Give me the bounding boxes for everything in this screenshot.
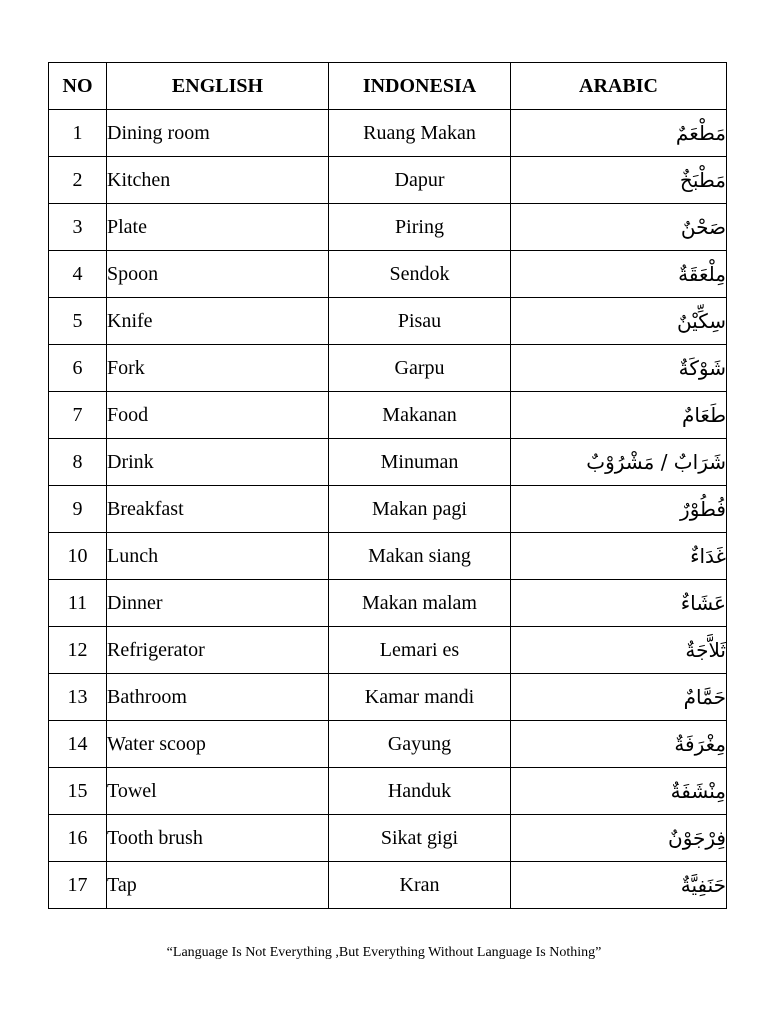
cell-no: 9 [49,486,107,533]
table-row [49,204,727,251]
cell-english: Drink [107,439,329,486]
cell-english: Lunch [107,533,329,580]
cell-no: 1 [49,110,107,157]
cell-no: 16 [49,815,107,862]
cell-english: Breakfast [107,486,329,533]
header-arabic: ARABIC [511,63,727,110]
cell-arabic: طَعَامٌ [511,392,727,439]
cell-indonesia: Ruang Makan [329,110,511,157]
cell-no: 10 [49,533,107,580]
cell-indonesia: Handuk [329,768,511,815]
table-row [49,721,727,768]
cell-english: Fork [107,345,329,392]
cell-english: Towel [107,768,329,815]
cell-indonesia: Kamar mandi [329,674,511,721]
cell-arabic: مَطْعَمٌ [511,110,727,157]
table-row [49,345,727,392]
cell-arabic: حَنَفِيَّةٌ [511,862,727,909]
cell-indonesia: Makan malam [329,580,511,627]
cell-indonesia: Makan pagi [329,486,511,533]
table-body [49,110,727,909]
table-row [49,110,727,157]
cell-arabic: حَمَّامٌ [511,674,727,721]
cell-arabic: ثَلاَّجَةٌ [511,627,727,674]
cell-arabic: مِنْشَفَةٌ [511,768,727,815]
cell-indonesia: Gayung [329,721,511,768]
cell-indonesia: Sendok [329,251,511,298]
cell-no: 11 [49,580,107,627]
cell-arabic: شَوْكَةٌ [511,345,727,392]
table-row [49,298,727,345]
table-row [49,486,727,533]
table-row [49,815,727,862]
cell-no: 7 [49,392,107,439]
cell-english: Food [107,392,329,439]
cell-indonesia: Sikat gigi [329,815,511,862]
table-header-row [49,63,727,110]
footer-quote: “Language Is Not Everything ,But Everything Without Language Is Nothing” [166,945,602,960]
cell-english: Refrigerator [107,627,329,674]
cell-indonesia: Lemari es [329,627,511,674]
cell-no: 6 [49,345,107,392]
cell-english: Dinner [107,580,329,627]
cell-indonesia: Kran [329,862,511,909]
table-row [49,768,727,815]
cell-indonesia: Minuman [329,439,511,486]
cell-arabic: مِلْعَقَةٌ [511,251,727,298]
table-row [49,627,727,674]
cell-no: 17 [49,862,107,909]
table-row [49,392,727,439]
cell-english: Tap [107,862,329,909]
vocabulary-table [48,62,727,909]
cell-no: 5 [49,298,107,345]
cell-no: 4 [49,251,107,298]
cell-indonesia: Makan siang [329,533,511,580]
cell-no: 8 [49,439,107,486]
header-indonesia: INDONESIA [329,63,511,110]
cell-no: 2 [49,157,107,204]
cell-arabic: فِرْجَوْنٌ [511,815,727,862]
cell-indonesia: Garpu [329,345,511,392]
cell-no: 12 [49,627,107,674]
cell-no: 15 [49,768,107,815]
cell-english: Kitchen [107,157,329,204]
cell-indonesia: Makanan [329,392,511,439]
table-row [49,251,727,298]
cell-arabic: غَدَاءٌ [511,533,727,580]
cell-no: 14 [49,721,107,768]
header-english: ENGLISH [107,63,329,110]
cell-no: 13 [49,674,107,721]
cell-indonesia: Dapur [329,157,511,204]
cell-arabic: عَشَاءٌ [511,580,727,627]
cell-arabic: مِغْرَفَةٌ [511,721,727,768]
cell-arabic: شَرَابٌ / مَشْرُوْبٌ [511,439,727,486]
cell-english: Plate [107,204,329,251]
cell-english: Knife [107,298,329,345]
cell-no: 3 [49,204,107,251]
table-row [49,862,727,909]
table-row [49,157,727,204]
cell-arabic: صَحْنٌ [511,204,727,251]
cell-arabic: مَطْبَخٌ [511,157,727,204]
table-row [49,580,727,627]
cell-english: Bathroom [107,674,329,721]
cell-english: Dining room [107,110,329,157]
cell-english: Tooth brush [107,815,329,862]
table-row [49,533,727,580]
cell-arabic: سِكِّيْنٌ [511,298,727,345]
cell-indonesia: Piring [329,204,511,251]
table-row [49,439,727,486]
cell-english: Spoon [107,251,329,298]
table-row [49,674,727,721]
header-no: NO [49,63,107,110]
cell-english: Water scoop [107,721,329,768]
cell-indonesia: Pisau [329,298,511,345]
cell-arabic: فُطُوْرٌ [511,486,727,533]
